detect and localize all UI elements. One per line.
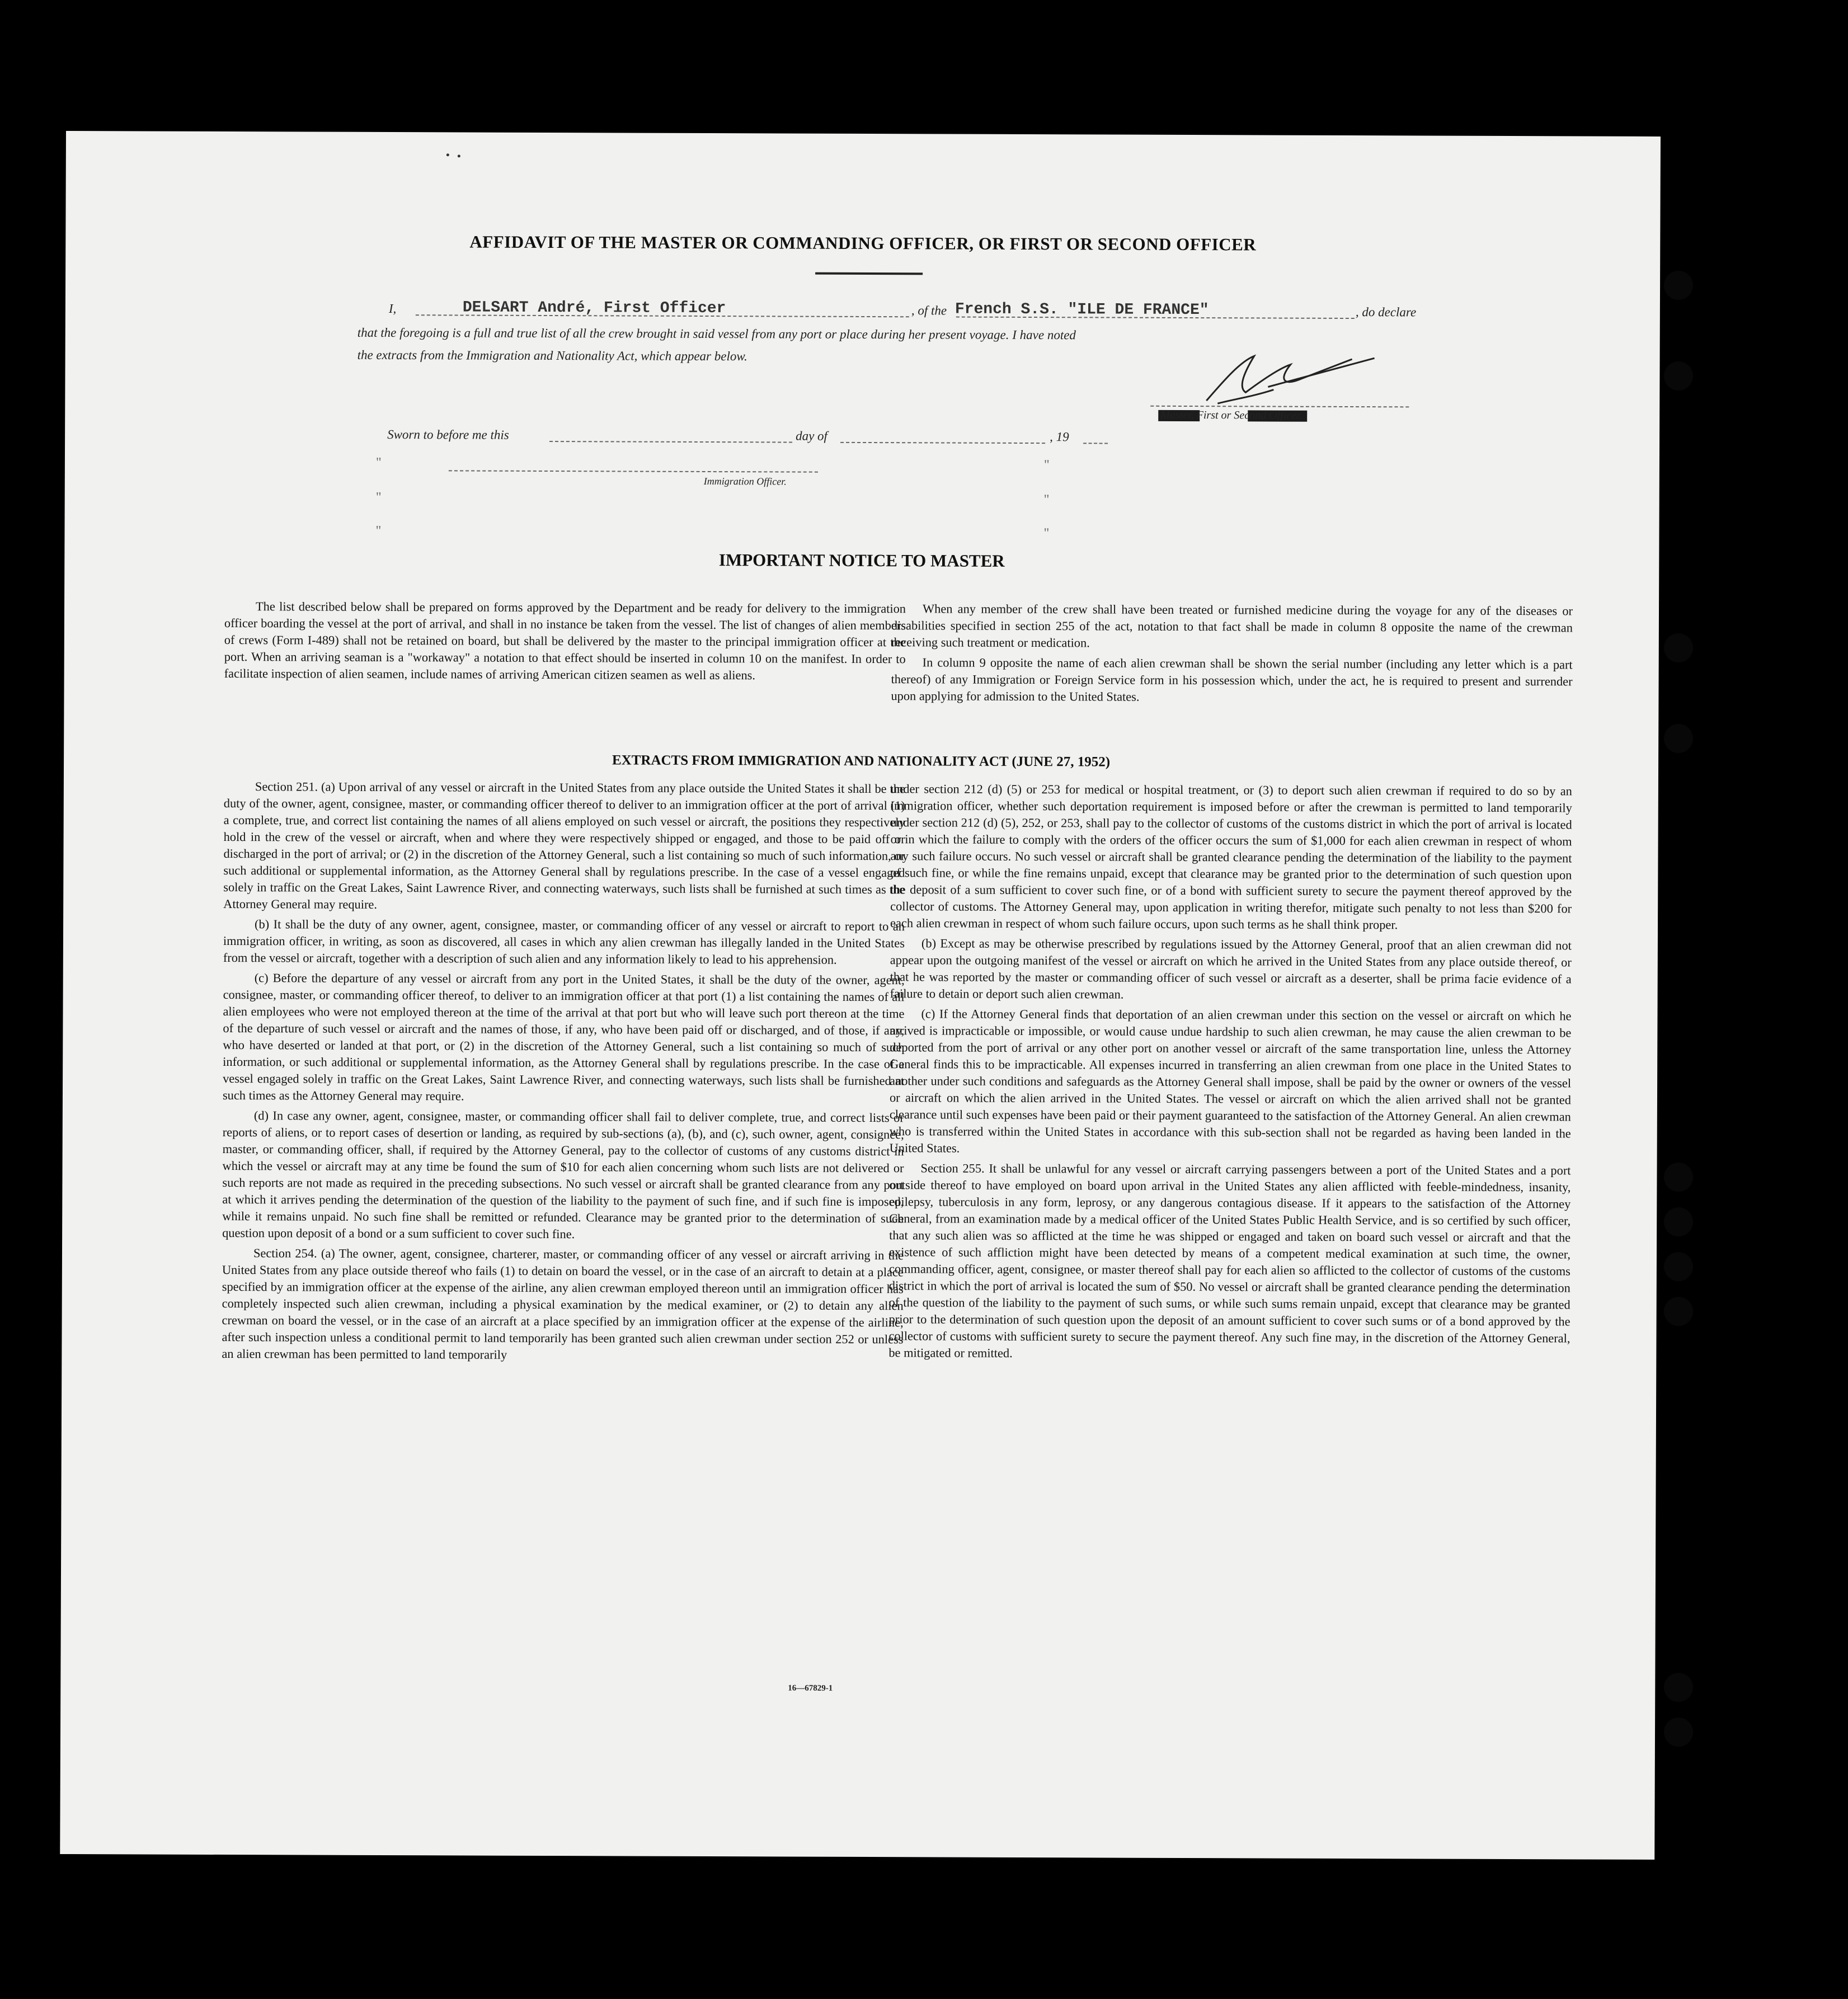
ditto-mark: " [375, 523, 382, 538]
punch-hole [1664, 633, 1693, 662]
notice-left-column [224, 598, 906, 688]
affidavit-line-3: the extracts from the Immigration and Nationality Act, which appear below. [357, 347, 747, 364]
punch-hole [1664, 1163, 1693, 1192]
punch-hole [1664, 361, 1693, 391]
section-paragraph: Section 251. (a) Upon arrival of any vessel or aircraft in the United States from any place outside the United States it shall be the duty of the owner, agent, consignee, master, or commanding officer thereof to deliver to an immigration officer at the port of arrival (1) a complete, true, and correct list containing the names of all aliens employed on such vessel or aircraft, the positions they respectively hold in the crew of the vessel or aircraft, when and where they were respectively shipped or engaged, and those to be paid off or discharged in the port of arrival; or (2) in the discretion of the Attorney General, such a list containing so much of such information, or such additional or supplemental information, as the Attorney General shall by regulations prescribe. In the case of a vessel engaged solely in traffic on the Great Lakes, Saint Lawrence River, and connecting waterways, such lists shall be furnished at such times as the Attorney General may require. [223, 779, 905, 911]
section-paragraph: (b) It shall be the duty of any owner, agent, consignee, master, or commanding officer of any vessel or aircraft to report to an immigration officer, in writing, as soon as discovered, all cases in which any alien crewman has illegally landed in the United States from the vessel or aircraft, together with a description of such alien and any information likely to lead to his apprehension. [223, 917, 905, 967]
signature-caption: Master, First or Second Officer. [1160, 408, 1302, 422]
sworn-label: Sworn to before me this [387, 427, 509, 442]
extracts-title: EXTRACTS FROM IMMIGRATION AND NATIONALITY ACT (JUNE 27, 1952) [612, 752, 1111, 770]
punch-hole [1664, 1297, 1693, 1326]
section-paragraph: (d) In case any owner, agent, consignee, master, or commanding officer shall fail to deliver complete, true, and correct lists or reports of aliens, or to report cases of desertion or landing, as required by sub-sections (a), (b), and (c), such owner, agent, consignee, master, or commanding officer, shall, if required by the Attorney General, pay to the collector of customs of any customs district in which the vessel or aircraft may at any time be found the sum of $10 for each alien concerning whom such lists are not delivered or such reports are not made as required in the preceding subsections. No such vessel or aircraft shall be granted clearance from any port at which it arrives pending the determination of the question of the liability to the payment of such fine, and if such fine is imposed, while it remains unpaid. No such fine shall be remitted or refunded. Clearance may be granted prior to the determination of such question upon deposit of a bond or a sum sufficient to cover such fine. [222, 1108, 904, 1241]
section-paragraph: Section 255. It shall be unlawful for any vessel or aircraft carrying passengers between a port of the United States and a port outside thereof to have employed on board upon arrival in the United States any alien afflicted with feeble-mindedness, insanity, epilepsy, tuberculosis in any form, leprosy, or any dangerous contagious disease. If it appears to the satisfaction of the Attorney General, from an examination made by a medical officer of the United States Public Health Service, and is so certified by such officer, that any such alien was so afflicted at the time he was shipped or engaged and taken on board such vessel or aircraft and that the existence of such affliction might have been detected by means of a competent medical examination at such time, the owner, commanding officer, agent, consignee, or master thereof shall pay for each alien so afflicted to the collector of customs of the customs district in which the port of arrival is located the sum of $50. No vessel or aircraft shall be granted clearance pending the determination of the question of the liability to the payment of such sums, or while such sums remain unpaid, except that clearance may be granted prior to the determination of such question upon the deposit of an amount sufficient to cover such sums or of a bond approved by the collector of customs with sufficient surety to secure the payment thereof. Any such fine may, in the discretion of the Attorney General, be mitigated or remitted. [888, 1161, 1571, 1360]
sworn-month-line [840, 442, 1045, 444]
section-paragraph: (b) Except as may be otherwise prescribed by regulations issued by the Attorney General, proof that an alien crewman did not appear upon the outgoing manifest of the vessel or aircraft on which he arrived in the United States from any place outside thereof, or that he was reported by the master or commanding officer of such vessel or aircraft as a deserter, shall be prima facie evidence of a failure to detain or deport such alien crewman. [890, 936, 1572, 1001]
day-of-label: day of [796, 429, 828, 443]
i-label: I, [388, 302, 397, 316]
form-number: 16—67829-1 [788, 1683, 833, 1693]
ditto-mark: " [375, 490, 382, 505]
immigration-officer-caption: Immigration Officer. [703, 475, 787, 487]
notice-right-column [891, 600, 1573, 710]
extracts-left-column [222, 778, 905, 1368]
notice-paragraph: The list described below shall be prepared on forms approved by the Department and be ready for delivery to the immigration officer boarding the vessel at the port of arrival, and shall in no instance be taken from the vessel. The list of changes of alien members of crews (Form I-489) shall not be retained on board, but shall be delivered by the master to the principal immigration officer at the port. When an arriving seaman is a "workaway" a notation to that effect should be inserted in column 10 on the manifest. In order to facilitate inspection of alien seamen, include names of arriving American citizen seamen as well as aliens. [224, 599, 906, 683]
title-underline [815, 272, 923, 275]
punch-hole [1664, 1718, 1693, 1747]
punch-hole [1664, 1207, 1693, 1236]
extracts-right-column [888, 780, 1572, 1367]
ditto-mark: " [1043, 458, 1050, 473]
immigration-officer-line [449, 470, 818, 472]
section-paragraph: under section 212 (d) (5) or 253 for medical or hospital treatment, or (3) to deport such alien crewman if required to do so by an immigration officer, whether such deportation requirement is imposed before or after the crewman is permitted to land temporarily under section 212 (d) (5), 252, or 253, shall pay to the collector of customs of the customs district in which the port of arrival is located or in which the failure to comply with the orders of the officer occurs the sum of $1,000 for each alien crewman in respect of whom any such failure occurs. No such vessel or aircraft shall be granted clearance pending the determination of the liability to the payment of such fine, or while the fine remains unpaid, except that clearance may be granted prior to the determination of such question upon the deposit of a sum sufficient to cover such fine, or of a bond with sufficient surety to secure the payment thereof approved by the collector of customs. The Attorney General may, upon application in writing therefor, mitigate such penalty to not less than $200 for each alien crewman in respect of whom such failure occurs, upon such terms as he shall think proper. [890, 782, 1572, 932]
notice-title: IMPORTANT NOTICE TO MASTER [718, 550, 1005, 571]
do-declare-label: , do declare [1355, 305, 1417, 319]
ditto-mark: " [375, 455, 382, 470]
notice-paragraph: In column 9 opposite the name of each alien crewman shall be shown the serial number (including any letter which is a part thereof) of any Immigration or Foreign Service form in his possession which, under the act, he is required to present and surrender upon applying for admission to the United States. [891, 655, 1573, 704]
notice-paragraph: When any member of the crew shall have been treated or furnished medicine during the voyage for any of the diseases or disabilities specified in section 255 of the act, notation to that fact shall be made in column 8 opposite the name of the crewman receiving such treatment or medication. [891, 601, 1573, 650]
punch-hole [1664, 1673, 1693, 1702]
punch-hole [1664, 271, 1693, 300]
sworn-year-line [1083, 443, 1108, 444]
section-paragraph: (c) Before the departure of any vessel or aircraft from any port in the United States, it shall be the duty of the owner, agent, consignee, master, or commanding officer thereof, to deliver to an immigration officer at that port (1) a list containing the names of all alien employees who were not employed thereon at the time of the arrival at that port but who will leave such port thereon at the time of the departure of such vessel or aircraft and the names of those, if any, who have been paid off or discharged, and of those, if any, who have deserted or landed at that port, or (2) in the discretion of the Attorney General, such a list containing so much of such information, or such additional or supplemental information, as the Attorney General shall by regulations prescribe. In the case of a vessel engaged solely in traffic on the Great Lakes, Saint Lawrence River, and connecting waterways, such lists shall be furnished at such times as the Attorney General may require. [222, 971, 905, 1103]
ditto-mark: " [1043, 492, 1050, 507]
punch-hole [1664, 724, 1693, 753]
ditto-mark: " [1043, 526, 1050, 541]
vessel-name: French S.S. "ILE DE FRANCE" [954, 300, 1209, 319]
document-page [60, 131, 1661, 1860]
declarant-name: DELSART André, First Officer [462, 299, 726, 318]
affidavit-title: AFFIDAVIT OF THE MASTER OR COMMANDING OFFICER, OR FIRST OR SECOND OFFICER [469, 232, 1257, 255]
punch-hole [1664, 1252, 1693, 1281]
officer-signature [1184, 347, 1396, 410]
affidavit-line-2: that the foregoing is a full and true list of all the crew brought in said vessel from any port or place during her present voyage. I have noted [357, 325, 1076, 342]
paper-speck [446, 153, 449, 156]
section-paragraph: (c) If the Attorney General finds that deportation of an alien crewman under this section on the vessel or aircraft on which he arrived is impracticable or impossible, or would cause undue hardship to such alien crewman, he may cause the alien crewman to be deported from the port of arrival or any other port on another vessel or aircraft of the same transportation line, unless the Attorney General finds this to be impracticable. All expenses incurred in transferring an alien crewman from one place in the United States to another under such conditions and safeguards as the Attorney General shall impose, shall be paid by the owner or owners of the vessel or aircraft on which the alien arrived in the United States. The vessel or aircraft on which the alien arrived shall not be granted clearance until such expenses have been paid or their payment guaranteed to the satisfaction of the Attorney General. An alien crewman who is transferred within the United States in accordance with this sub-section shall not be regarded as having been landed in the United States. [889, 1006, 1572, 1155]
sworn-date-line [549, 441, 792, 443]
section-paragraph: Section 254. (a) The owner, agent, consignee, charterer, master, or commanding officer of any vessel or aircraft arriving in the United States from any place outside thereof who fails (1) to detain on board the vessel, or in the case of an aircraft to detain at a place specified by an immigration officer at the expense of the airline, any alien crewman employed thereon until an immigration officer has completely inspected such alien crewman, including a physical examination by the medical examiner, or (2) to detain any alien crewman on board the vessel, or in the case of an aircraft at a place specified by an immigration officer at the expense of the airline, after such inspection unless a conditional permit to land temporarily has been granted such alien crewman under section 252 or unless an alien crewman has been permitted to land temporarily [222, 1246, 904, 1362]
of-the-label: , of the [911, 303, 947, 318]
year-label: , 19 [1050, 430, 1069, 444]
paper-speck [458, 154, 460, 157]
